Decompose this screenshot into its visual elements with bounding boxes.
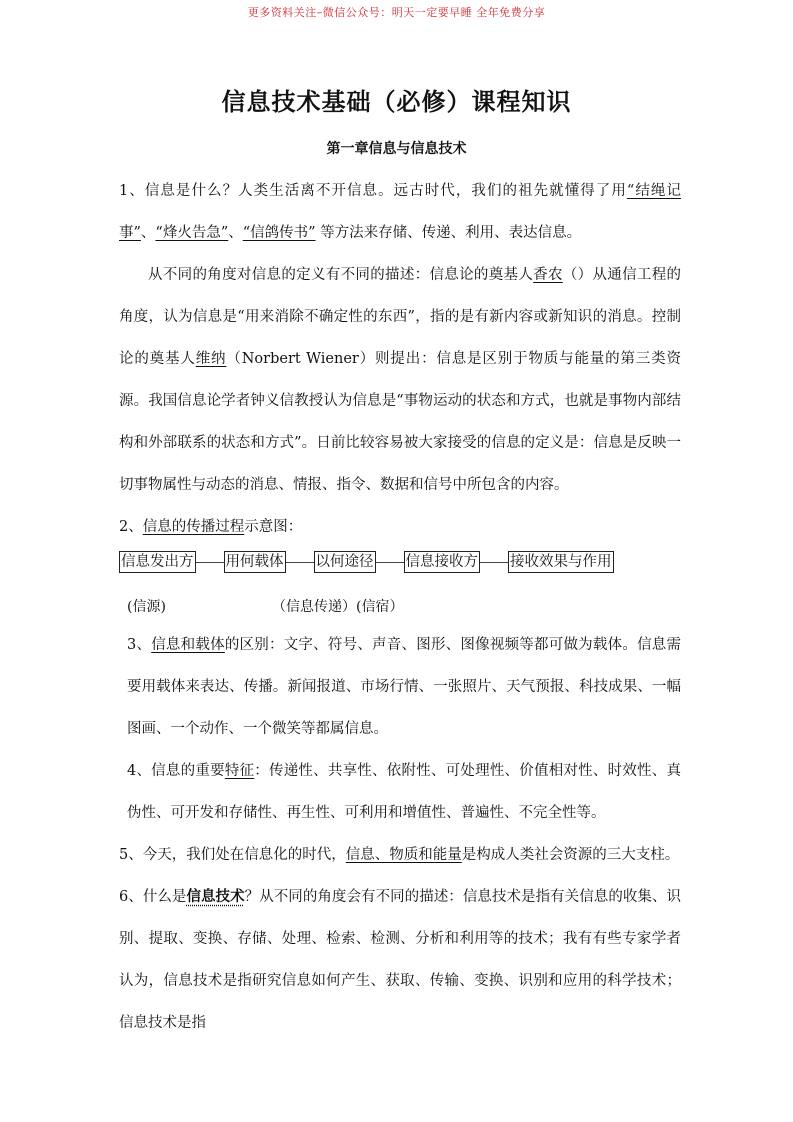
flow-connector — [376, 562, 404, 563]
paragraph-three-pillars: 5、今天，我们处在信息化的时代，信息、物质和能量是构成人类社会资源的三大支柱。 — [119, 847, 680, 863]
flow-box-channel: 以何途径 — [314, 551, 376, 573]
header-banner: 更多资料关注–微信公众号：明天一定要早睡 全年免费分享 — [247, 6, 546, 19]
paragraph-definitions: 从不同的角度对信息的定义有不同的描述：信息论的奠基人香农（）从通信工程的角度，认为信息是“用来消除不确定性的东西”，指的是有新内容或新知识的消息。控制论的奠基人维纳（Norbert Wiener）则提出：信息是区别于物质与能量的第三类资源。我国信息论学者钟义信教授认为信息是“事物运动的状态和方式，也就是事物内部结构和外部联系的状态和方式”。日前比较容易被大家接受的信息的定义是：信息是反映一切事物属性与动态的消息、情报、指令、数据和信号中所包含的内容。 — [119, 267, 682, 493]
paragraph-what-is-information: 1、信息是什么？人类生活离不开信息。远古时代，我们的祖先就懂得了用“结绳记事”、“烽火告急”、“信鸽传书” 等方法来存储、传递、利用、表达信息。 — [119, 183, 681, 241]
flow-connector — [480, 562, 508, 563]
transmission-flow-diagram — [119, 551, 614, 573]
flow-box-carrier: 用何载体 — [224, 551, 286, 573]
flow-box-effect: 接收效果与作用 — [508, 551, 614, 573]
emphasis-term: 信息技术 — [186, 888, 245, 905]
chapter-heading: 第一章信息与信息技术 — [326, 141, 467, 157]
flow-connector — [286, 562, 314, 563]
flow-caption-transfer-sink: （信息传递）(信宿） — [272, 599, 404, 615]
flow-box-sender: 信息发出方 — [119, 551, 196, 573]
paragraph-transmission: 2、信息的传播过程示意图： — [119, 519, 303, 535]
flow-caption-source: (信源) — [127, 599, 166, 615]
flow-box-receiver: 信息接收方 — [404, 551, 481, 573]
paragraph-features: 4、信息的重要特征：传递性、共享性、依附性、可处理性、价值相对性、时效性、真伪性、可开发和存储性、再生性、可利用和增值性、普遍性、不完全性等。 — [127, 763, 682, 821]
paragraph-information-and-carrier: 3、信息和载体的区别：文字、符号、声音、图形、图像视频等都可做为载体。信息需要用载体来表达、传播。新闻报道、市场行情、一张照片、天气预报、科技成果、一幅图画、一个动作、一个微笑等都属信息。 — [127, 637, 682, 737]
flow-connector — [196, 562, 224, 563]
document-title: 信息技术基础（必修）课程知识 — [221, 87, 572, 116]
paragraph-what-is-it: 6、什么是信息技术？从不同的角度会有不同的描述：信息技术是指有关信息的收集、识别、提取、变换、存储、处理、检索、检测、分析和利用等的技术；我有有些专家学者认为，信息技术是指研究信息如何产生、获取、传输、变换、识别和应用的科学技术；信息技术是指 — [119, 888, 682, 1031]
